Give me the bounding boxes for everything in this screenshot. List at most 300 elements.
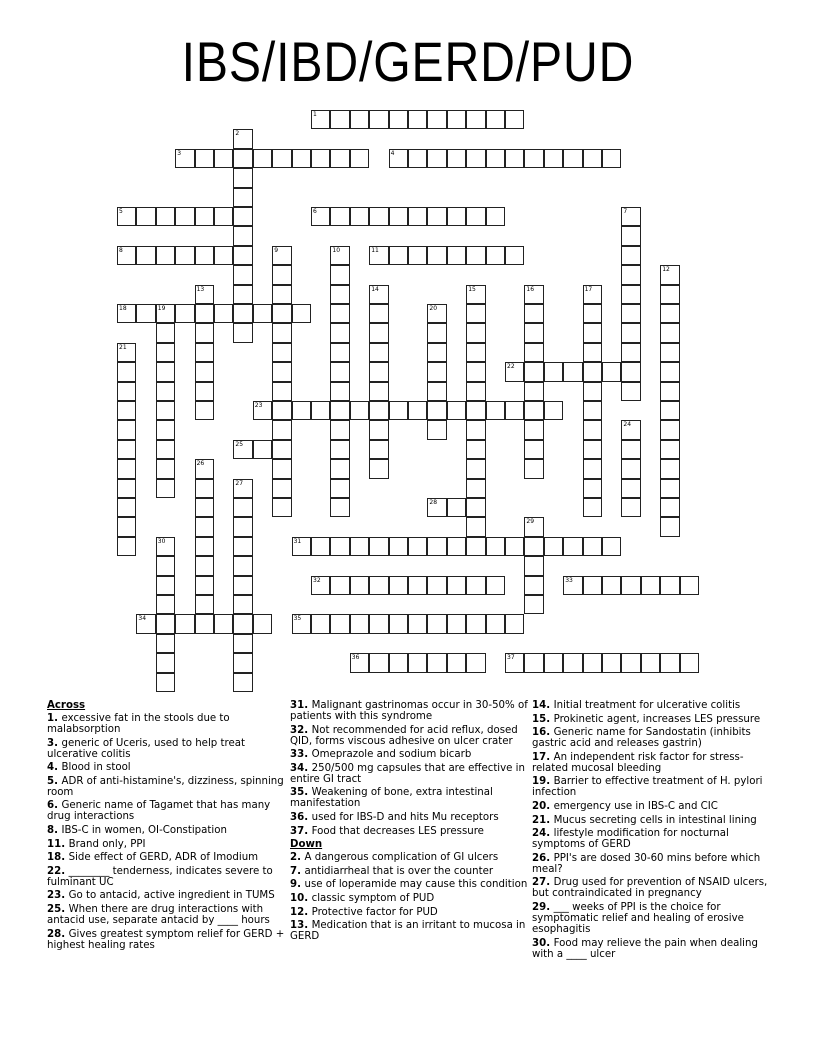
grid-cell[interactable] xyxy=(330,420,349,439)
grid-cell[interactable] xyxy=(369,420,388,439)
grid-cell[interactable] xyxy=(408,653,427,672)
grid-cell[interactable] xyxy=(505,614,524,633)
grid-cell[interactable] xyxy=(292,614,311,633)
grid-cell[interactable] xyxy=(195,556,214,575)
grid-cell[interactable] xyxy=(524,149,543,168)
grid-cell[interactable] xyxy=(156,362,175,381)
grid-cell[interactable] xyxy=(544,653,563,672)
grid-cell[interactable] xyxy=(195,576,214,595)
grid-cell[interactable] xyxy=(195,479,214,498)
grid-cell[interactable] xyxy=(389,246,408,265)
grid-cell[interactable] xyxy=(389,401,408,420)
grid-cell[interactable] xyxy=(427,401,446,420)
grid-cell[interactable] xyxy=(175,614,194,633)
grid-cell[interactable] xyxy=(156,459,175,478)
grid-cell[interactable] xyxy=(117,440,136,459)
grid-cell[interactable] xyxy=(524,556,543,575)
grid-cell[interactable] xyxy=(330,382,349,401)
grid-cell[interactable] xyxy=(583,420,602,439)
grid-cell[interactable] xyxy=(330,265,349,284)
grid-cell[interactable] xyxy=(427,498,446,517)
grid-cell[interactable] xyxy=(195,343,214,362)
grid-cell[interactable] xyxy=(505,362,524,381)
grid-cell[interactable] xyxy=(117,401,136,420)
grid-cell[interactable] xyxy=(563,149,582,168)
grid-cell[interactable] xyxy=(330,459,349,478)
grid-cell[interactable] xyxy=(466,343,485,362)
grid-cell[interactable] xyxy=(427,362,446,381)
grid-cell[interactable] xyxy=(117,479,136,498)
grid-cell[interactable] xyxy=(524,420,543,439)
grid-cell[interactable] xyxy=(563,576,582,595)
grid-cell[interactable] xyxy=(621,362,640,381)
grid-cell[interactable] xyxy=(330,614,349,633)
grid-cell[interactable] xyxy=(447,498,466,517)
grid-cell[interactable] xyxy=(660,362,679,381)
grid-cell[interactable] xyxy=(195,149,214,168)
grid-cell[interactable] xyxy=(466,246,485,265)
grid-cell[interactable] xyxy=(330,149,349,168)
grid-cell[interactable] xyxy=(660,479,679,498)
grid-cell[interactable] xyxy=(350,401,369,420)
grid-cell[interactable] xyxy=(214,614,233,633)
grid-cell[interactable] xyxy=(233,595,252,614)
grid-cell[interactable] xyxy=(175,149,194,168)
grid-cell[interactable] xyxy=(505,246,524,265)
grid-cell[interactable] xyxy=(233,226,252,245)
grid-cell[interactable] xyxy=(427,246,446,265)
grid-cell[interactable] xyxy=(195,537,214,556)
grid-cell[interactable] xyxy=(389,110,408,129)
grid-cell[interactable] xyxy=(369,246,388,265)
grid-cell[interactable] xyxy=(660,459,679,478)
grid-cell[interactable] xyxy=(408,614,427,633)
grid-cell[interactable] xyxy=(330,246,349,265)
grid-cell[interactable] xyxy=(156,614,175,633)
grid-cell[interactable] xyxy=(621,207,640,226)
grid-cell[interactable] xyxy=(156,634,175,653)
grid-cell[interactable] xyxy=(427,382,446,401)
grid-cell[interactable] xyxy=(156,304,175,323)
grid-cell[interactable] xyxy=(311,110,330,129)
grid-cell[interactable] xyxy=(427,614,446,633)
grid-cell[interactable] xyxy=(233,168,252,187)
grid-cell[interactable] xyxy=(233,129,252,148)
grid-cell[interactable] xyxy=(427,304,446,323)
grid-cell[interactable] xyxy=(350,614,369,633)
grid-cell[interactable] xyxy=(466,323,485,342)
grid-cell[interactable] xyxy=(156,556,175,575)
grid-cell[interactable] xyxy=(524,343,543,362)
grid-cell[interactable] xyxy=(214,149,233,168)
grid-cell[interactable] xyxy=(524,285,543,304)
grid-cell[interactable] xyxy=(272,498,291,517)
grid-cell[interactable] xyxy=(660,576,679,595)
grid-cell[interactable] xyxy=(466,110,485,129)
grid-cell[interactable] xyxy=(408,207,427,226)
grid-cell[interactable] xyxy=(505,149,524,168)
grid-cell[interactable] xyxy=(175,246,194,265)
grid-cell[interactable] xyxy=(505,653,524,672)
grid-cell[interactable] xyxy=(447,110,466,129)
grid-cell[interactable] xyxy=(350,653,369,672)
grid-cell[interactable] xyxy=(680,653,699,672)
grid-cell[interactable] xyxy=(466,537,485,556)
grid-cell[interactable] xyxy=(156,246,175,265)
grid-cell[interactable] xyxy=(447,401,466,420)
grid-cell[interactable] xyxy=(350,110,369,129)
grid-cell[interactable] xyxy=(408,576,427,595)
grid-cell[interactable] xyxy=(233,440,252,459)
grid-cell[interactable] xyxy=(330,479,349,498)
grid-cell[interactable] xyxy=(466,440,485,459)
grid-cell[interactable] xyxy=(369,614,388,633)
grid-cell[interactable] xyxy=(544,149,563,168)
grid-cell[interactable] xyxy=(195,517,214,536)
grid-cell[interactable] xyxy=(408,110,427,129)
grid-cell[interactable] xyxy=(330,323,349,342)
grid-cell[interactable] xyxy=(544,362,563,381)
grid-cell[interactable] xyxy=(563,362,582,381)
grid-cell[interactable] xyxy=(214,304,233,323)
grid-cell[interactable] xyxy=(602,576,621,595)
grid-cell[interactable] xyxy=(486,614,505,633)
grid-cell[interactable] xyxy=(369,207,388,226)
grid-cell[interactable] xyxy=(660,304,679,323)
grid-cell[interactable] xyxy=(136,207,155,226)
grid-cell[interactable] xyxy=(272,265,291,284)
grid-cell[interactable] xyxy=(466,362,485,381)
grid-cell[interactable] xyxy=(427,149,446,168)
grid-cell[interactable] xyxy=(466,576,485,595)
grid-cell[interactable] xyxy=(195,304,214,323)
grid-cell[interactable] xyxy=(330,304,349,323)
grid-cell[interactable] xyxy=(117,420,136,439)
grid-cell[interactable] xyxy=(117,517,136,536)
grid-cell[interactable] xyxy=(272,304,291,323)
grid-cell[interactable] xyxy=(117,459,136,478)
grid-cell[interactable] xyxy=(330,401,349,420)
grid-cell[interactable] xyxy=(524,304,543,323)
grid-cell[interactable] xyxy=(660,498,679,517)
grid-cell[interactable] xyxy=(330,110,349,129)
grid-cell[interactable] xyxy=(408,246,427,265)
grid-cell[interactable] xyxy=(427,323,446,342)
grid-cell[interactable] xyxy=(156,595,175,614)
grid-cell[interactable] xyxy=(486,576,505,595)
grid-cell[interactable] xyxy=(272,149,291,168)
grid-cell[interactable] xyxy=(621,226,640,245)
grid-cell[interactable] xyxy=(330,207,349,226)
grid-cell[interactable] xyxy=(447,537,466,556)
grid-cell[interactable] xyxy=(233,517,252,536)
grid-cell[interactable] xyxy=(447,246,466,265)
grid-cell[interactable] xyxy=(117,498,136,517)
grid-cell[interactable] xyxy=(563,653,582,672)
grid-cell[interactable] xyxy=(272,246,291,265)
grid-cell[interactable] xyxy=(195,285,214,304)
grid-cell[interactable] xyxy=(136,246,155,265)
grid-cell[interactable] xyxy=(408,537,427,556)
grid-cell[interactable] xyxy=(466,653,485,672)
grid-cell[interactable] xyxy=(583,285,602,304)
grid-cell[interactable] xyxy=(233,673,252,692)
grid-cell[interactable] xyxy=(621,323,640,342)
grid-cell[interactable] xyxy=(486,110,505,129)
grid-cell[interactable] xyxy=(292,401,311,420)
grid-cell[interactable] xyxy=(175,304,194,323)
grid-cell[interactable] xyxy=(350,576,369,595)
grid-cell[interactable] xyxy=(233,498,252,517)
grid-cell[interactable] xyxy=(621,459,640,478)
grid-cell[interactable] xyxy=(195,246,214,265)
grid-cell[interactable] xyxy=(233,149,252,168)
grid-cell[interactable] xyxy=(233,537,252,556)
grid-cell[interactable] xyxy=(253,149,272,168)
grid-cell[interactable] xyxy=(447,149,466,168)
grid-cell[interactable] xyxy=(311,149,330,168)
grid-cell[interactable] xyxy=(621,246,640,265)
grid-cell[interactable] xyxy=(117,343,136,362)
grid-cell[interactable] xyxy=(621,382,640,401)
grid-cell[interactable] xyxy=(350,149,369,168)
grid-cell[interactable] xyxy=(602,362,621,381)
grid-cell[interactable] xyxy=(253,440,272,459)
grid-cell[interactable] xyxy=(486,537,505,556)
grid-cell[interactable] xyxy=(583,498,602,517)
grid-cell[interactable] xyxy=(583,576,602,595)
grid-cell[interactable] xyxy=(156,207,175,226)
grid-cell[interactable] xyxy=(156,382,175,401)
grid-cell[interactable] xyxy=(311,401,330,420)
grid-cell[interactable] xyxy=(369,323,388,342)
grid-cell[interactable] xyxy=(583,401,602,420)
grid-cell[interactable] xyxy=(466,382,485,401)
grid-cell[interactable] xyxy=(466,401,485,420)
grid-cell[interactable] xyxy=(233,576,252,595)
grid-cell[interactable] xyxy=(660,285,679,304)
grid-cell[interactable] xyxy=(641,653,660,672)
grid-cell[interactable] xyxy=(466,517,485,536)
grid-cell[interactable] xyxy=(583,440,602,459)
grid-cell[interactable] xyxy=(621,285,640,304)
grid-cell[interactable] xyxy=(292,304,311,323)
grid-cell[interactable] xyxy=(486,207,505,226)
grid-cell[interactable] xyxy=(583,323,602,342)
grid-cell[interactable] xyxy=(369,304,388,323)
grid-cell[interactable] xyxy=(621,265,640,284)
grid-cell[interactable] xyxy=(253,401,272,420)
grid-cell[interactable] xyxy=(330,537,349,556)
grid-cell[interactable] xyxy=(660,401,679,420)
grid-cell[interactable] xyxy=(369,401,388,420)
grid-cell[interactable] xyxy=(427,653,446,672)
grid-cell[interactable] xyxy=(583,653,602,672)
grid-cell[interactable] xyxy=(427,576,446,595)
grid-cell[interactable] xyxy=(233,323,252,342)
grid-cell[interactable] xyxy=(195,498,214,517)
grid-cell[interactable] xyxy=(602,537,621,556)
grid-cell[interactable] xyxy=(195,401,214,420)
grid-cell[interactable] xyxy=(156,537,175,556)
grid-cell[interactable] xyxy=(272,362,291,381)
grid-cell[interactable] xyxy=(427,537,446,556)
grid-cell[interactable] xyxy=(233,556,252,575)
grid-cell[interactable] xyxy=(427,207,446,226)
grid-cell[interactable] xyxy=(583,304,602,323)
grid-cell[interactable] xyxy=(117,537,136,556)
grid-cell[interactable] xyxy=(524,440,543,459)
grid-cell[interactable] xyxy=(505,537,524,556)
grid-cell[interactable] xyxy=(272,343,291,362)
grid-cell[interactable] xyxy=(117,246,136,265)
grid-cell[interactable] xyxy=(156,576,175,595)
grid-cell[interactable] xyxy=(660,382,679,401)
grid-cell[interactable] xyxy=(175,207,194,226)
grid-cell[interactable] xyxy=(117,304,136,323)
grid-cell[interactable] xyxy=(233,653,252,672)
grid-cell[interactable] xyxy=(195,595,214,614)
grid-cell[interactable] xyxy=(330,343,349,362)
grid-cell[interactable] xyxy=(272,420,291,439)
grid-cell[interactable] xyxy=(524,323,543,342)
grid-cell[interactable] xyxy=(621,498,640,517)
grid-cell[interactable] xyxy=(621,304,640,323)
grid-cell[interactable] xyxy=(602,149,621,168)
grid-cell[interactable] xyxy=(330,285,349,304)
grid-cell[interactable] xyxy=(195,459,214,478)
grid-cell[interactable] xyxy=(524,653,543,672)
grid-cell[interactable] xyxy=(311,537,330,556)
grid-cell[interactable] xyxy=(233,479,252,498)
grid-cell[interactable] xyxy=(621,653,640,672)
grid-cell[interactable] xyxy=(660,420,679,439)
grid-cell[interactable] xyxy=(389,149,408,168)
grid-cell[interactable] xyxy=(369,285,388,304)
grid-cell[interactable] xyxy=(272,285,291,304)
grid-cell[interactable] xyxy=(486,401,505,420)
grid-cell[interactable] xyxy=(117,207,136,226)
grid-cell[interactable] xyxy=(389,537,408,556)
grid-cell[interactable] xyxy=(350,537,369,556)
grid-cell[interactable] xyxy=(583,343,602,362)
grid-cell[interactable] xyxy=(524,362,543,381)
grid-cell[interactable] xyxy=(136,304,155,323)
grid-cell[interactable] xyxy=(466,304,485,323)
grid-cell[interactable] xyxy=(330,576,349,595)
grid-cell[interactable] xyxy=(524,576,543,595)
grid-cell[interactable] xyxy=(427,110,446,129)
grid-cell[interactable] xyxy=(524,382,543,401)
grid-cell[interactable] xyxy=(583,382,602,401)
grid-cell[interactable] xyxy=(233,285,252,304)
grid-cell[interactable] xyxy=(214,246,233,265)
grid-cell[interactable] xyxy=(195,382,214,401)
grid-cell[interactable] xyxy=(292,149,311,168)
grid-cell[interactable] xyxy=(156,420,175,439)
grid-cell[interactable] xyxy=(156,323,175,342)
grid-cell[interactable] xyxy=(272,479,291,498)
grid-cell[interactable] xyxy=(660,440,679,459)
grid-cell[interactable] xyxy=(350,207,369,226)
grid-cell[interactable] xyxy=(486,246,505,265)
grid-cell[interactable] xyxy=(311,207,330,226)
grid-cell[interactable] xyxy=(408,149,427,168)
grid-cell[interactable] xyxy=(524,537,543,556)
grid-cell[interactable] xyxy=(466,420,485,439)
grid-cell[interactable] xyxy=(447,207,466,226)
grid-cell[interactable] xyxy=(195,362,214,381)
grid-cell[interactable] xyxy=(660,517,679,536)
grid-cell[interactable] xyxy=(660,265,679,284)
grid-cell[interactable] xyxy=(233,304,252,323)
grid-cell[interactable] xyxy=(311,576,330,595)
grid-cell[interactable] xyxy=(330,362,349,381)
grid-cell[interactable] xyxy=(253,304,272,323)
grid-cell[interactable] xyxy=(369,110,388,129)
grid-cell[interactable] xyxy=(621,576,640,595)
grid-cell[interactable] xyxy=(330,498,349,517)
grid-cell[interactable] xyxy=(233,207,252,226)
grid-cell[interactable] xyxy=(233,265,252,284)
grid-cell[interactable] xyxy=(466,498,485,517)
grid-cell[interactable] xyxy=(466,614,485,633)
grid-cell[interactable] xyxy=(466,459,485,478)
grid-cell[interactable] xyxy=(369,440,388,459)
grid-cell[interactable] xyxy=(117,382,136,401)
grid-cell[interactable] xyxy=(156,673,175,692)
grid-cell[interactable] xyxy=(621,420,640,439)
grid-cell[interactable] xyxy=(330,440,349,459)
grid-cell[interactable] xyxy=(389,576,408,595)
grid-cell[interactable] xyxy=(544,401,563,420)
grid-cell[interactable] xyxy=(583,459,602,478)
grid-cell[interactable] xyxy=(233,634,252,653)
grid-cell[interactable] xyxy=(583,362,602,381)
grid-cell[interactable] xyxy=(447,614,466,633)
grid-cell[interactable] xyxy=(466,149,485,168)
grid-cell[interactable] xyxy=(621,479,640,498)
grid-cell[interactable] xyxy=(389,653,408,672)
grid-cell[interactable] xyxy=(447,653,466,672)
grid-cell[interactable] xyxy=(505,401,524,420)
grid-cell[interactable] xyxy=(272,401,291,420)
grid-cell[interactable] xyxy=(369,576,388,595)
grid-cell[interactable] xyxy=(602,653,621,672)
grid-cell[interactable] xyxy=(156,401,175,420)
grid-cell[interactable] xyxy=(524,401,543,420)
grid-cell[interactable] xyxy=(583,537,602,556)
grid-cell[interactable] xyxy=(156,440,175,459)
grid-cell[interactable] xyxy=(583,149,602,168)
grid-cell[interactable] xyxy=(233,246,252,265)
grid-cell[interactable] xyxy=(253,614,272,633)
grid-cell[interactable] xyxy=(369,537,388,556)
grid-cell[interactable] xyxy=(272,323,291,342)
grid-cell[interactable] xyxy=(486,149,505,168)
grid-cell[interactable] xyxy=(563,537,582,556)
grid-cell[interactable] xyxy=(233,188,252,207)
grid-cell[interactable] xyxy=(272,459,291,478)
grid-cell[interactable] xyxy=(466,479,485,498)
grid-cell[interactable] xyxy=(156,343,175,362)
grid-cell[interactable] xyxy=(214,207,233,226)
grid-cell[interactable] xyxy=(660,343,679,362)
grid-cell[interactable] xyxy=(680,576,699,595)
grid-cell[interactable] xyxy=(408,401,427,420)
grid-cell[interactable] xyxy=(641,576,660,595)
grid-cell[interactable] xyxy=(447,576,466,595)
